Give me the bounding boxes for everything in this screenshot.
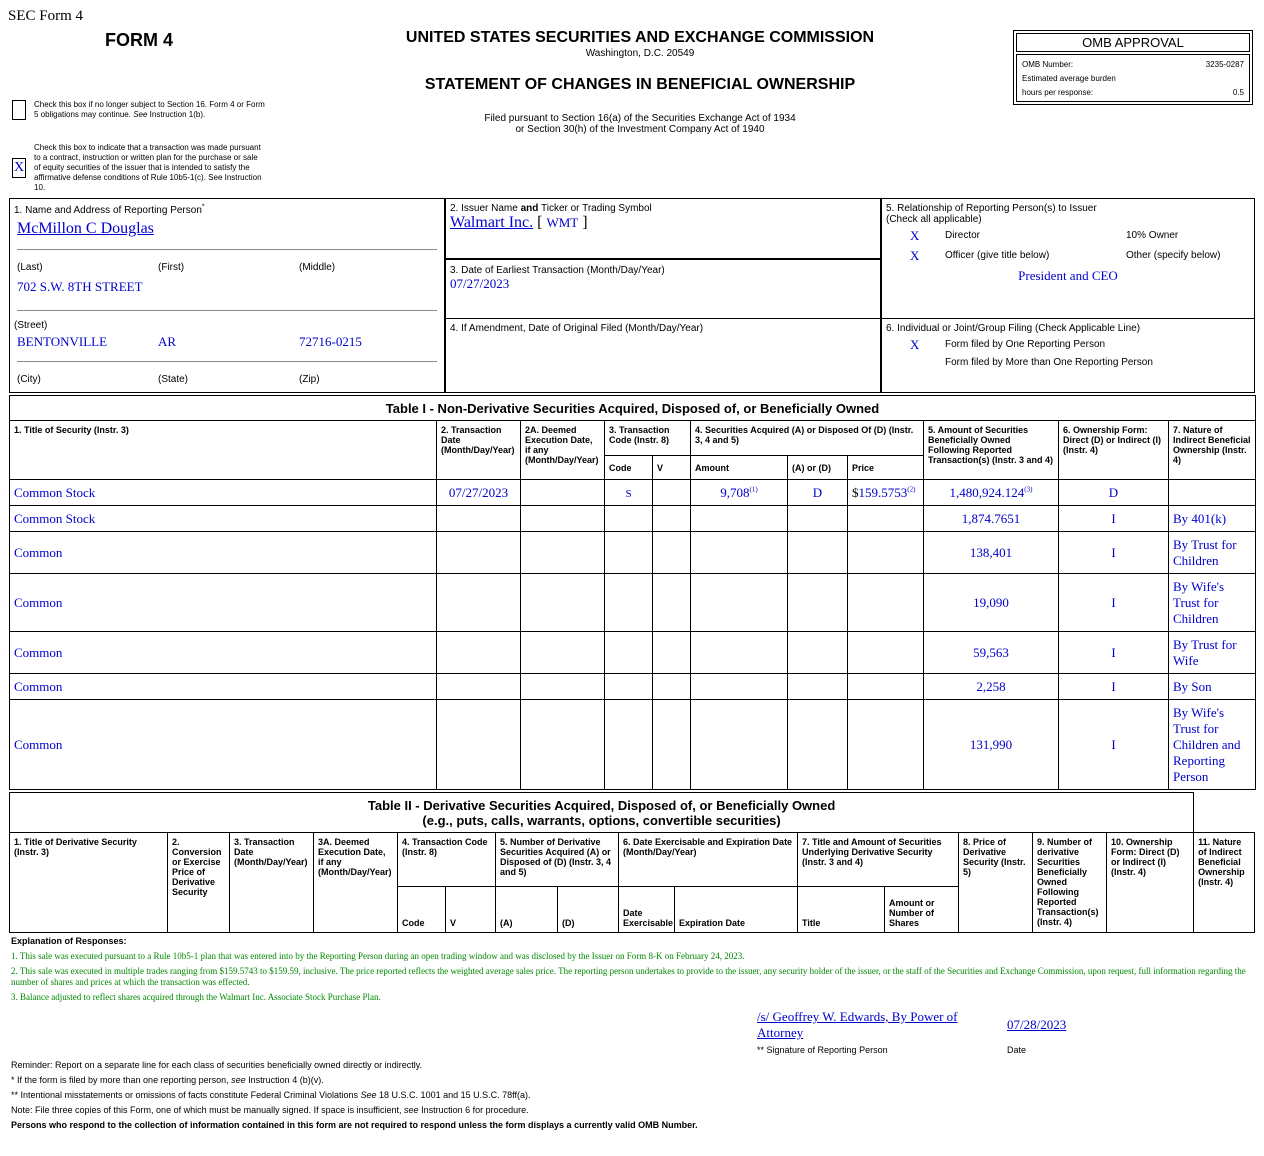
security-title: Common — [10, 700, 437, 790]
nature-of-ownership: By Wife's Trust for Children and Reporting Person — [1169, 700, 1256, 790]
transaction-v — [653, 632, 691, 674]
amount-owned: 1,874.7651 — [924, 506, 1059, 532]
amount — [691, 674, 788, 700]
transaction-code — [605, 506, 653, 532]
director-label: Director — [945, 230, 981, 241]
t1-h-title: 1. Title of Security (Instr. 3) — [10, 421, 437, 480]
amount-owned: 59,563 — [924, 632, 1059, 674]
amount-owned: 19,090 — [924, 574, 1059, 632]
transaction-date — [437, 574, 521, 632]
ownership-form: I — [1059, 632, 1169, 674]
ownership-form: I — [1059, 506, 1169, 532]
t2-h-amount-sub: Amount or Number of Shares — [885, 887, 959, 933]
acquired-or-disposed — [788, 574, 848, 632]
state-value: AR — [158, 334, 177, 349]
acquired-or-disposed — [788, 632, 848, 674]
nature-of-ownership: By Wife's Trust for Children — [1169, 574, 1256, 632]
acquired-or-disposed — [788, 532, 848, 574]
t2-h-code: 4. Transaction Code (Instr. 8) — [398, 833, 496, 887]
ten-percent-owner-label: 10% Owner — [1126, 230, 1179, 241]
t2-h-owned: 9. Number of derivative Securities Beneficially Owned Following Reported Transaction(s) (Instr. 4) — [1033, 833, 1107, 933]
deemed-date — [521, 674, 605, 700]
t1-h-v-sub: V — [653, 456, 691, 480]
t1-h-owned: 5. Amount of Securities Beneficially Owned Following Reported Transaction(s) (Instr. 3 and 4) — [924, 421, 1059, 480]
table1-row — [10, 480, 1256, 506]
omb-details — [1016, 54, 1250, 102]
director-mark[interactable]: X — [910, 228, 920, 243]
amount — [691, 506, 788, 532]
transaction-date — [437, 532, 521, 574]
deemed-date — [521, 506, 605, 532]
price — [848, 506, 924, 532]
statement-title: STATEMENT OF CHANGES IN BENEFICIAL OWNERSHIP — [424, 76, 856, 93]
t1-h-price-sub: Price — [848, 456, 924, 480]
price — [848, 700, 924, 790]
signature-label: ** Signature of Reporting Person — [757, 1045, 888, 1055]
nature-of-ownership: By Trust for Wife — [1169, 632, 1256, 674]
omb-burden-label: Estimated average burden — [1022, 74, 1116, 83]
nature-of-ownership: By 401(k) — [1169, 506, 1256, 532]
zip-label: (Zip) — [299, 374, 320, 385]
table1-row — [10, 574, 1256, 632]
transaction-code — [605, 532, 653, 574]
amount — [691, 532, 788, 574]
transaction-code — [605, 632, 653, 674]
security-title: Common — [10, 632, 437, 674]
footer-note-2: ** Intentional misstatements or omissions of facts constitute Federal Criminal Violations See 18 U.S.C. 1001 and 15 U.S.C. 78ff(a). — [11, 1090, 531, 1100]
signature-date-label: Date — [1007, 1045, 1027, 1055]
reporting-person-label: 1. Name and Address of Reporting Person* — [14, 203, 205, 216]
amount — [691, 700, 788, 790]
amount-owned: 131,990 — [924, 700, 1059, 790]
t2-h-date: 3. Transaction Date (Month/Day/Year) — [230, 833, 314, 933]
footer-reminder: Reminder: Report on a separate line for each class of securities beneficially owned directly or indirectly. — [11, 1060, 423, 1070]
table1-row — [10, 700, 1256, 790]
officer-mark[interactable]: X — [910, 248, 920, 263]
transaction-code: S — [605, 480, 653, 506]
t1-h-code-sub: Code — [605, 456, 653, 480]
signature-date[interactable]: 07/28/2023 — [1007, 1017, 1067, 1032]
t1-h-acquired: 4. Securities Acquired (A) or Disposed Of (D) (Instr. 3, 4 and 5) — [691, 421, 924, 456]
one-person-mark[interactable]: X — [910, 337, 920, 352]
issuer-label: 2. Issuer Name and Ticker or Trading Symbol — [450, 203, 652, 214]
ownership-form: I — [1059, 532, 1169, 574]
transaction-v — [653, 700, 691, 790]
relationship-sub: (Check all applicable) — [886, 214, 982, 225]
transaction-v — [653, 506, 691, 532]
transaction-date — [437, 700, 521, 790]
agency-name: UNITED STATES SECURITIES AND EXCHANGE COMMISSION — [405, 29, 875, 46]
t2-h-form: 10. Ownership Form: Direct (D) or Indirect (I) (Instr. 4) — [1107, 833, 1194, 933]
security-title: Common Stock — [10, 480, 437, 506]
t1-h-ad-sub: (A) or (D) — [788, 456, 848, 480]
one-person-label: Form filed by One Reporting Person — [945, 339, 1106, 350]
transaction-code — [605, 674, 653, 700]
issuer-box — [445, 198, 881, 259]
price — [848, 574, 924, 632]
ownership-form: I — [1059, 700, 1169, 790]
security-title: Common — [10, 574, 437, 632]
relationship-label: 5. Relationship of Reporting Person(s) to Issuer — [886, 203, 1097, 214]
footnote-1: 1. This sale was executed pursuant to a Rule 10b5-1 plan that was entered into by the Reporting Person during an open trading window and was disclosed by the Issuer on Form 8-K on February 24, 2023. — [11, 951, 745, 961]
section16-text: Check this box if no longer subject to Section 16. Form 4 or Form 5 obligations may continue. See Instruction 1(b). — [34, 100, 265, 119]
t2-h-underlying: 7. Title and Amount of Securities Underlying Derivative Security (Instr. 3 and 4) — [798, 833, 959, 887]
reporting-person-name[interactable]: McMillon C Douglas — [17, 220, 154, 237]
rule10b5-text: Check this box to indicate that a transaction was made pursuant to a contract, instruction or written plan for the purchase or sale of equity securities of the issuer that is intended to satisfy the affirmative defense conditions of Rule 10b5-1(c). See Instruction 10. — [34, 143, 262, 192]
omb-number-value: 3235-0287 — [1205, 60, 1244, 69]
earliest-date-label: 3. Date of Earliest Transaction (Month/Day/Year) — [450, 265, 665, 276]
t2-h-price: 8. Price of Derivative Security (Instr. 5) — [959, 833, 1033, 933]
transaction-date: 07/27/2023 — [437, 480, 521, 506]
t2-h-date-exercisable-sub: Date Exercisable — [619, 887, 675, 933]
transaction-code — [605, 700, 653, 790]
table1-row — [10, 674, 1256, 700]
t2-h-d-sub: (D) — [558, 887, 619, 933]
footnote-2: 2. This sale was executed in multiple trades ranging from $159.5743 to $159.59, inclusive. The price reported reflects the weighted average sales price. The reporting person undertakes to provide to the issuer, any security holder of the issuer, or the staff of the Securities and Exchange Commission, upon request, full information regarding the number of shares and prices at which the transaction was effected. — [11, 966, 1246, 987]
t1-h-amount-sub: Amount — [691, 456, 788, 480]
agency-location: Washington, D.C. 20549 — [585, 48, 695, 59]
table2 — [9, 792, 1255, 933]
t2-h-nature: 11. Nature of Indirect Beneficial Ownership (Instr. 4) — [1194, 833, 1255, 933]
acquired-or-disposed — [788, 700, 848, 790]
footer-note-3: Note: File three copies of this Form, one of which must be manually signed. If space is insufficient, see Instruction 6 for procedure. — [11, 1105, 529, 1115]
table1-row — [10, 532, 1256, 574]
price — [848, 532, 924, 574]
nature-of-ownership — [1169, 480, 1256, 506]
street-value: 702 S.W. 8TH STREET — [17, 279, 143, 294]
relationship-box — [881, 198, 1255, 319]
table1-title: Table I - Non-Derivative Securities Acquired, Disposed of, or Beneficially Owned — [10, 396, 1256, 421]
middle-label: (Middle) — [299, 262, 336, 273]
deemed-date — [521, 632, 605, 674]
transaction-v — [653, 674, 691, 700]
transaction-v — [653, 532, 691, 574]
ownership-form: I — [1059, 674, 1169, 700]
issuer-name-line: Walmart Inc. [ WMT ] — [450, 214, 588, 231]
omb-approval-box — [1013, 30, 1253, 105]
amount: 9,708$^{(1)}$ — [691, 480, 788, 506]
omb-hours-label: hours per response: — [1022, 88, 1094, 97]
first-label: (First) — [158, 262, 185, 273]
security-title: Common Stock — [10, 506, 437, 532]
zip-value: 72716-0215 — [299, 334, 362, 349]
more-person-label: Form filed by More than One Reporting Person — [945, 357, 1153, 368]
street-label: (Street) — [14, 320, 48, 331]
acquired-or-disposed — [788, 506, 848, 532]
officer-label: Officer (give title below) — [945, 250, 1050, 261]
ownership-form: D — [1059, 480, 1169, 506]
deemed-date — [521, 574, 605, 632]
transaction-date — [437, 506, 521, 532]
t2-h-title-sub: Title — [798, 887, 885, 933]
amount — [691, 632, 788, 674]
filing-label: 6. Individual or Joint/Group Filing (Check Applicable Line) — [886, 323, 1141, 334]
security-title: Common — [10, 532, 437, 574]
t1-h-deemed: 2A. Deemed Execution Date, if any (Month/Day/Year) — [521, 421, 605, 480]
amount-owned: 1,480,924.124$^{(3)}$ — [924, 480, 1059, 506]
omb-number-label: OMB Number: — [1022, 60, 1074, 69]
reporting-person-box — [9, 198, 445, 393]
acquired-or-disposed: D — [788, 480, 848, 506]
t2-h-exercisable: 6. Date Exercisable and Expiration Date (Month/Day/Year) — [619, 833, 798, 887]
deemed-date — [521, 700, 605, 790]
transaction-v — [653, 480, 691, 506]
footer-final: Persons who respond to the collection of information contained in this form are not required to respond unless the form displays a currently valid OMB Number. — [11, 1120, 698, 1130]
nature-of-ownership: By Trust for Children — [1169, 532, 1256, 574]
transaction-date — [437, 632, 521, 674]
footnote-3: 3. Balance adjusted to reflect shares acquired through the Walmart Inc. Associate Stock Purchase Plan. — [11, 992, 381, 1002]
price: $159.5753$^{(2)}$ — [848, 480, 924, 506]
earliest-date-value: 07/27/2023 — [450, 276, 510, 291]
signature-name[interactable]: /s/ Geoffrey W. Edwards, By Power of Attorney — [757, 1009, 958, 1040]
table1 — [9, 395, 1256, 790]
table1-row — [10, 632, 1256, 674]
t2-h-conversion: 2. Conversion or Exercise Price of Derivative Security — [168, 833, 230, 933]
t2-h-expiration-sub: Expiration Date — [675, 887, 798, 933]
last-label: (Last) — [17, 262, 43, 273]
transaction-date — [437, 674, 521, 700]
footer-note-1: * If the form is filed by more than one reporting person, see Instruction 4 (b)(v). — [11, 1075, 324, 1085]
price — [848, 674, 924, 700]
sec-form-label: SEC Form 4 — [8, 8, 84, 24]
transaction-code — [605, 574, 653, 632]
issuer-ticker: WMT — [546, 215, 579, 230]
section16-checkbox[interactable] — [12, 100, 26, 120]
nature-of-ownership: By Son — [1169, 674, 1256, 700]
t1-h-form: 6. Ownership Form: Direct (D) or Indirect (I) (Instr. 4) — [1059, 421, 1169, 480]
t1-h-code: 3. Transaction Code (Instr. 8) — [605, 421, 691, 456]
filed-pursuant-line2: or Section 30(h) of the Investment Company Act of 1940 — [515, 124, 765, 135]
table1-row — [10, 506, 1256, 532]
filed-pursuant-line1: Filed pursuant to Section 16(a) of the Securities Exchange Act of 1934 — [484, 113, 796, 124]
rule10b5-checkbox[interactable]: X — [12, 158, 26, 178]
deemed-date — [521, 532, 605, 574]
t2-h-code-sub: Code — [398, 887, 446, 933]
t1-h-nature: 7. Nature of Indirect Beneficial Ownership (Instr. 4) — [1169, 421, 1256, 480]
state-label: (State) — [158, 374, 189, 385]
issuer-name[interactable]: Walmart Inc. — [450, 214, 534, 231]
amount-owned: 2,258 — [924, 674, 1059, 700]
t2-h-v-sub: V — [446, 887, 496, 933]
amendment-box — [445, 318, 881, 393]
deemed-date — [521, 480, 605, 506]
t1-h-date: 2. Transaction Date (Month/Day/Year) — [437, 421, 521, 480]
transaction-v — [653, 574, 691, 632]
form-title: FORM 4 — [105, 30, 174, 50]
t2-h-number: 5. Number of Derivative Securities Acquired (A) or Disposed of (D) (Instr. 3, 4 and 5) — [496, 833, 619, 887]
omb-title: OMB APPROVAL — [1016, 33, 1250, 52]
officer-title: President and CEO — [1018, 268, 1118, 283]
city-value: BENTONVILLE — [17, 334, 108, 349]
city-label: (City) — [17, 374, 41, 385]
explanation-title: Explanation of Responses: — [11, 936, 127, 946]
omb-hours-value: 0.5 — [1232, 88, 1244, 97]
amount-owned: 138,401 — [924, 532, 1059, 574]
earliest-transaction-box — [445, 259, 881, 319]
t2-h-deemed: 3A. Deemed Execution Date, if any (Month/Day/Year) — [314, 833, 398, 933]
t2-h-a-sub: (A) — [496, 887, 558, 933]
table2-title: Table II - Derivative Securities Acquired, Disposed of, or Beneficially Owned (e.g., puts, calls, warrants, options, convertible securities) — [10, 793, 1194, 833]
security-title: Common — [10, 674, 437, 700]
amount — [691, 574, 788, 632]
ownership-form: I — [1059, 574, 1169, 632]
amendment-label: 4. If Amendment, Date of Original Filed (Month/Day/Year) — [450, 323, 704, 334]
t2-h-title: 1. Title of Derivative Security (Instr. 3) — [10, 833, 168, 933]
acquired-or-disposed — [788, 674, 848, 700]
filing-box — [881, 318, 1255, 393]
other-label: Other (specify below) — [1126, 250, 1221, 261]
price — [848, 632, 924, 674]
